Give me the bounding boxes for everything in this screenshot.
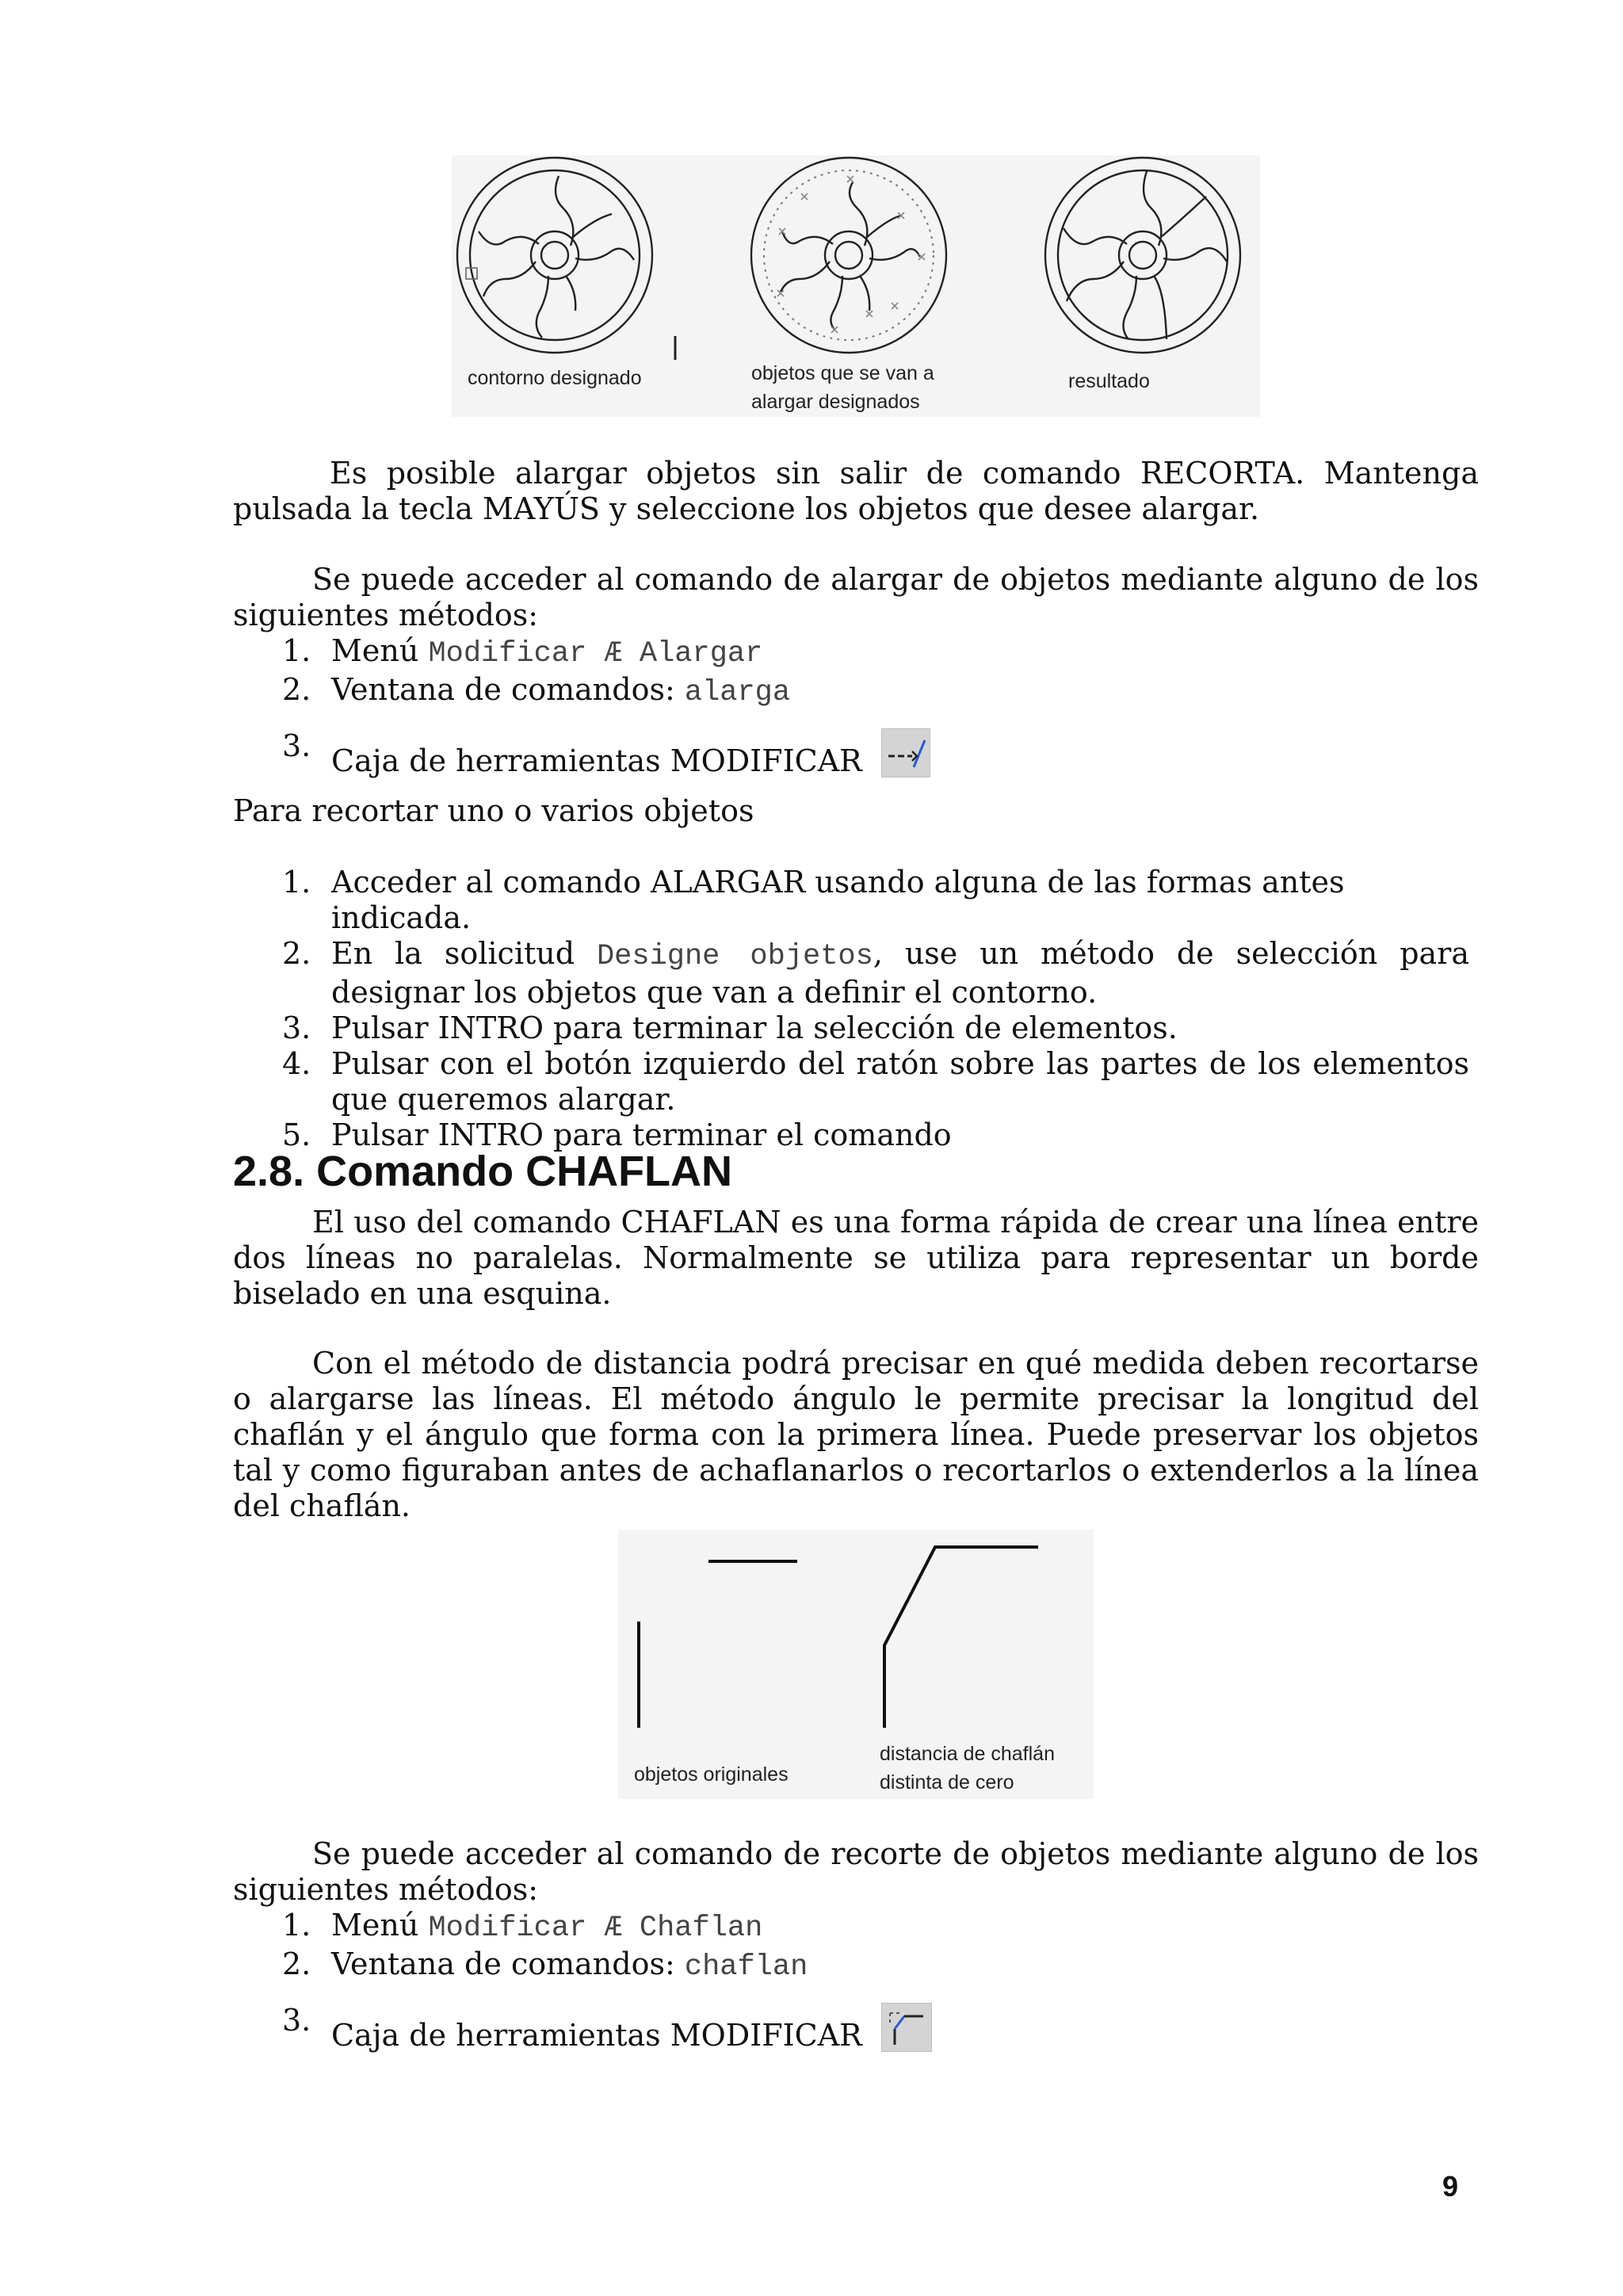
- list-item: 5. Pulsar INTRO para terminar el comando: [282, 1117, 952, 1152]
- menu-path: Modificar Æ Chaflan: [428, 1912, 763, 1945]
- command-name: alarga: [684, 676, 791, 709]
- list-item: 1. Menú Modificar Æ Chaflan: [282, 1908, 763, 1945]
- list-item: 3. Caja de herramientas MODIFICAR: [233, 2003, 1469, 2053]
- list-item: 2. En la solicitud Designe objetos, use un método de selección para designar los objetos que van a definir el contorno.: [282, 936, 1469, 1010]
- list-item: 2. Ventana de comandos: chaflan: [282, 1946, 808, 1984]
- chaflan-access-list: [233, 1908, 1469, 2053]
- label-contorno-designado: contorno designado: [468, 367, 642, 389]
- alargar-access-list: [233, 633, 1469, 779]
- chaflan-paragraph-1: El uso del comando CHAFLAN es una forma rápida de crear una línea entre dos líneas no paralelas. Normalmente se utiliza para representar un borde biselado en una esquina.: [233, 1205, 1479, 1311]
- alargar-access-paragraph: Se puede acceder al comando de alargar de objetos mediante alguno de los siguientes métodos:: [233, 562, 1479, 632]
- page-number: 9: [1442, 2170, 1459, 2202]
- menu-path: Modificar Æ Alargar: [428, 637, 763, 670]
- prompt-text: Designe objetos: [596, 940, 873, 973]
- section-title: Comando CHAFLAN: [316, 1148, 733, 1195]
- extend-tool-icon: [881, 728, 930, 777]
- list-item: 3. Pulsar INTRO para terminar la selección de elementos.: [282, 1010, 1178, 1045]
- label-resultado: resultado: [1068, 370, 1150, 392]
- intro-paragraph: Es posible alargar objetos sin salir de comando RECORTA. Mantenga pulsada la tecla MAYÚS y seleccione los objetos que desee alargar.: [233, 456, 1479, 526]
- list-item: 3. Caja de herramientas MODIFICAR: [233, 728, 1469, 779]
- list-item: 2. Ventana de comandos: alarga: [282, 672, 791, 709]
- section-number: 2.8.: [233, 1148, 305, 1195]
- label-distancia-chaflan-2: distinta de cero: [880, 1771, 1014, 1794]
- list-item: 1. Acceder al comando ALARGAR usando alguna de las formas antes indicada.: [282, 865, 1345, 935]
- procedure-list: [233, 865, 1469, 1153]
- chaflan-paragraph-2: Con el método de distancia podrá precisar en qué medida deben recortarse o alargarse las líneas. El método ángulo le permite precisar la longitud del chaflán y el ángulo que forma con la primera línea. Puede preservar los objetos tal y como figuraban antes de achaflanarlos o recortarlos o extenderlos a la línea del chaflán.: [233, 1346, 1479, 1523]
- procedure-title: Para recortar uno o varios objetos: [233, 793, 754, 828]
- chaflan-access-paragraph: Se puede acceder al comando de recorte de objetos mediante alguno de los siguientes métodos:: [233, 1836, 1479, 1907]
- list-item: 1. Menú Modificar Æ Alargar: [282, 633, 763, 670]
- label-objetos-originales: objetos originales: [634, 1763, 789, 1786]
- label-objetos-designados-1: objetos que se van a: [751, 362, 934, 384]
- section-heading: [233, 1146, 732, 1197]
- chamfer-tool-icon: [881, 2003, 932, 2052]
- label-objetos-designados-2: alargar designados: [751, 391, 920, 413]
- list-item: 4. Pulsar con el botón izquierdo del ratón sobre las partes de los elementos que queremos alargar.: [282, 1046, 1469, 1117]
- label-distancia-chaflan-1: distancia de chaflán: [880, 1743, 1055, 1765]
- command-name: chaflan: [684, 1950, 808, 1984]
